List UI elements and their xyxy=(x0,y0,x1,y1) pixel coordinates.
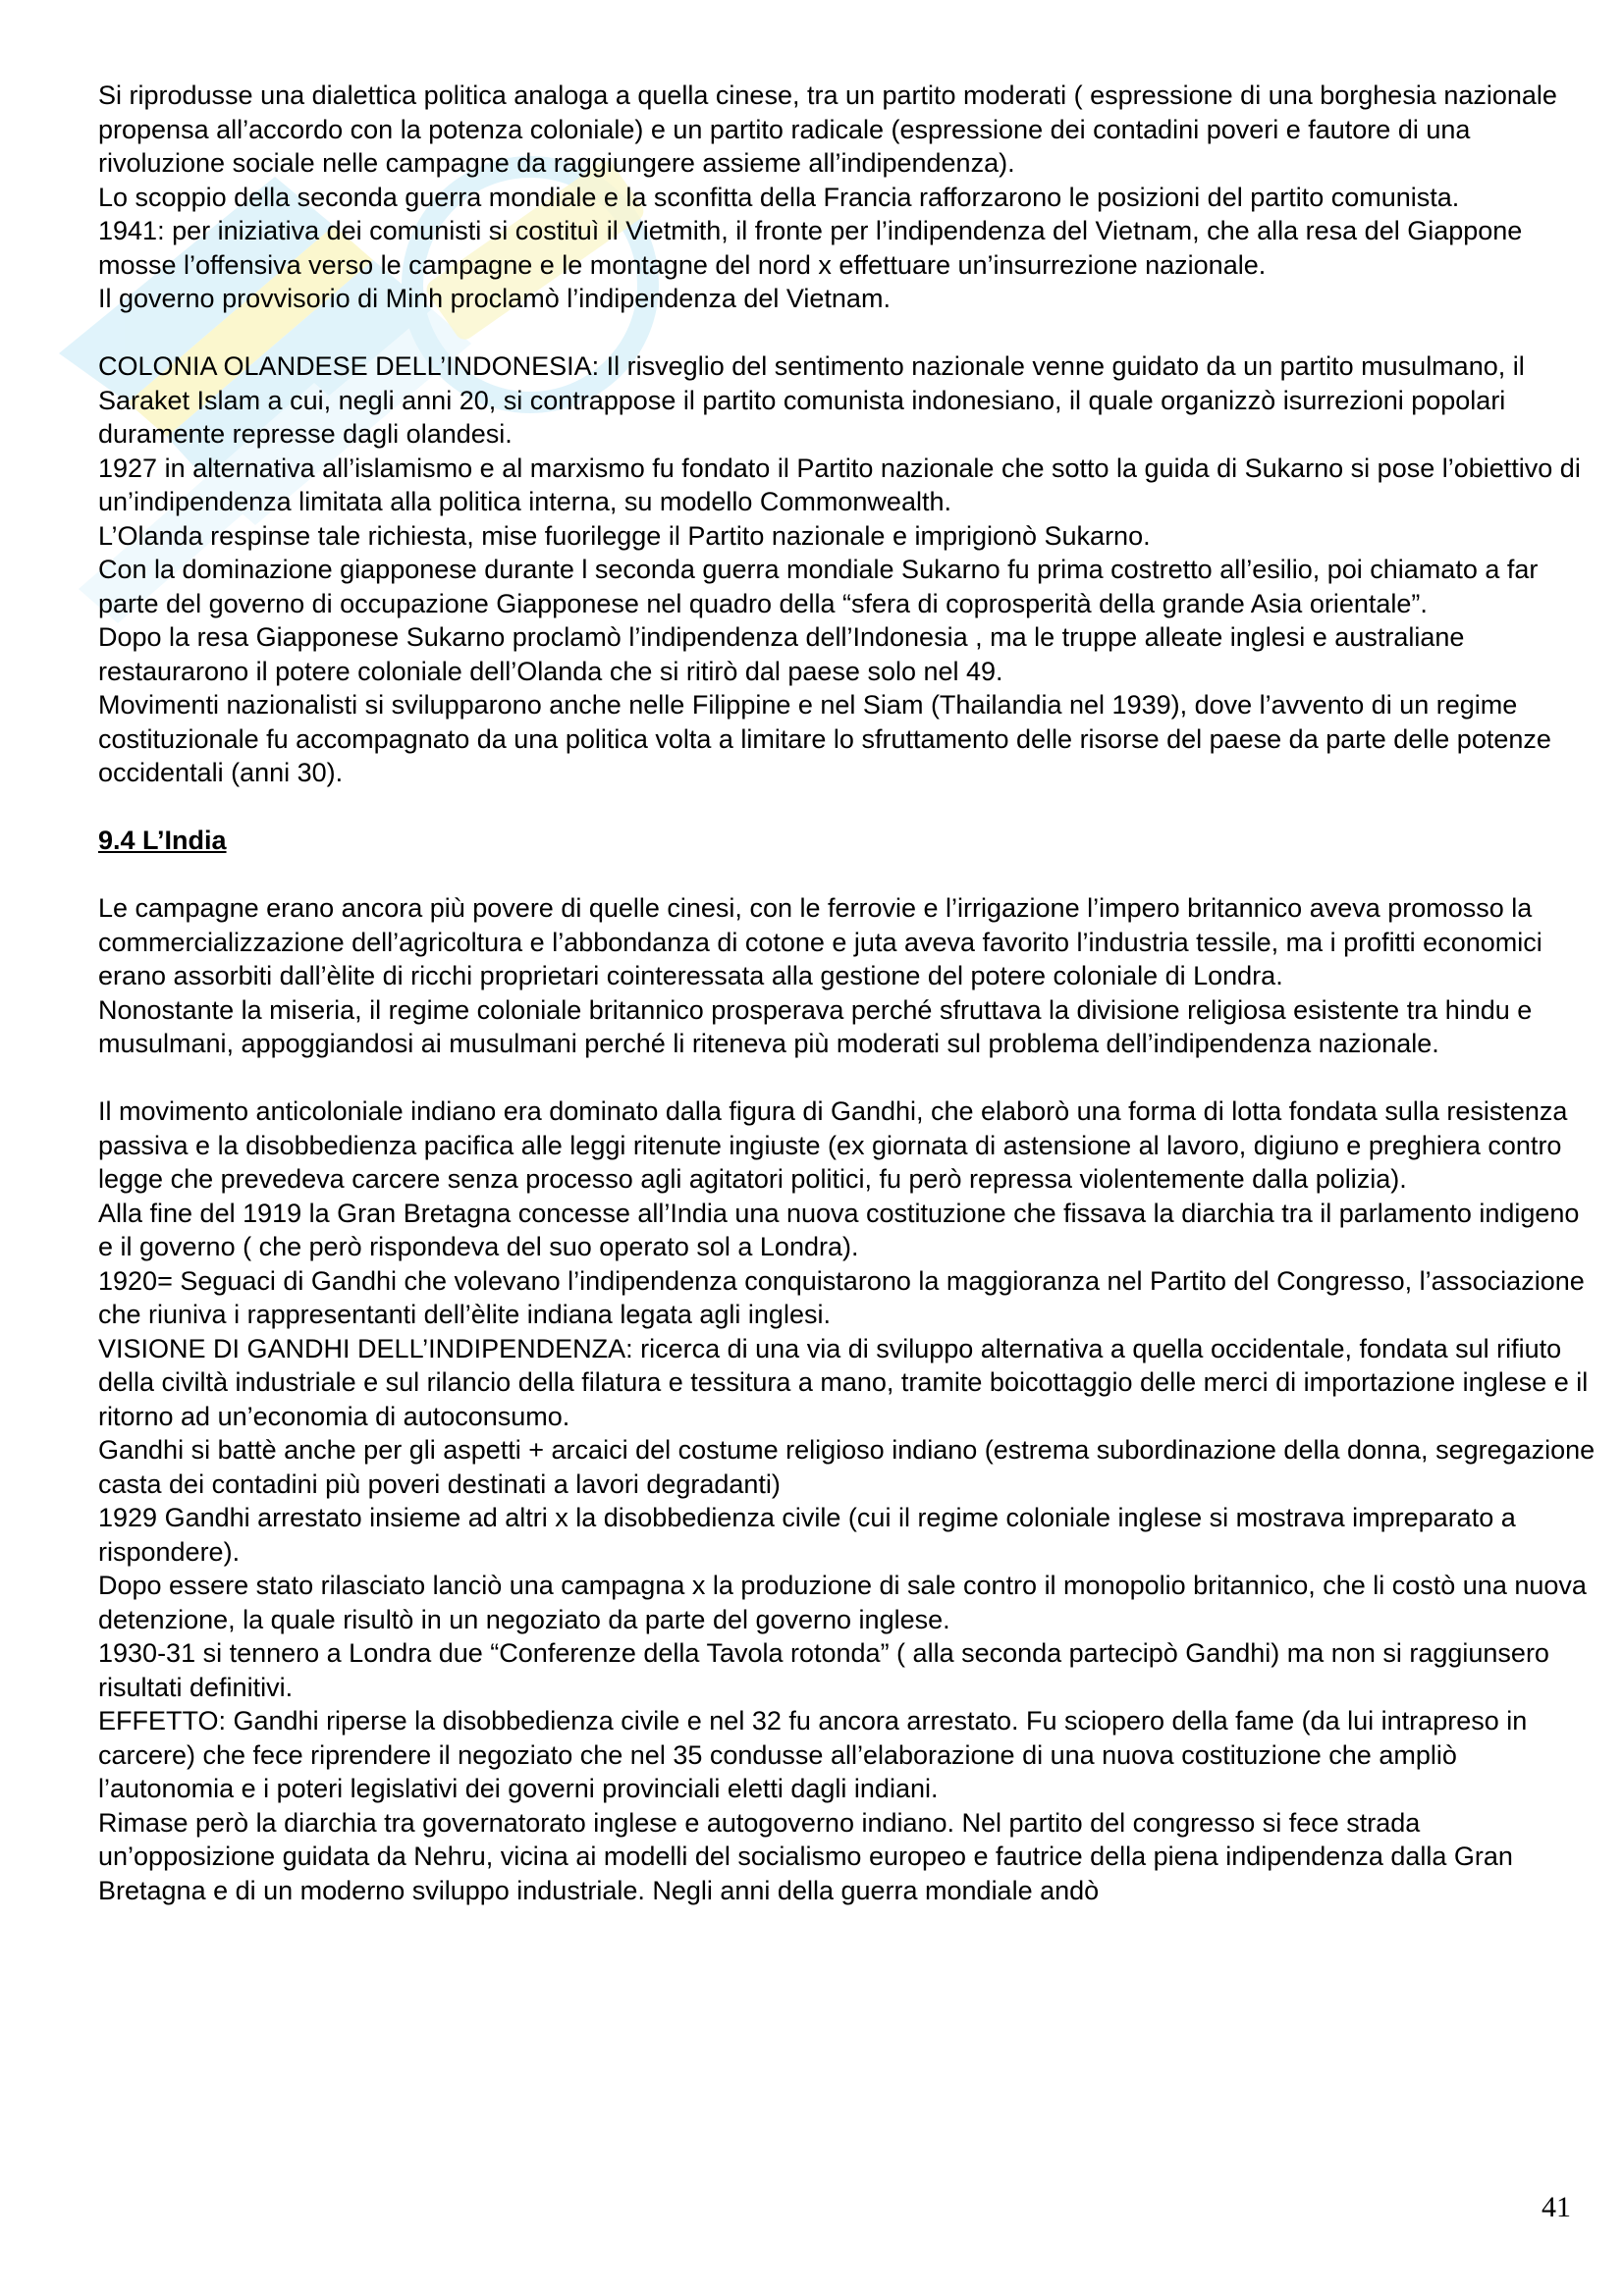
document-body xyxy=(98,79,1596,1907)
paragraph: Gandhi si battè anche per gli aspetti + arcaici del costume religioso indiano (estrema subordinazione della donna, segregazione casta dei contadini più poveri destinati a lavori degradanti) xyxy=(98,1435,1596,1499)
paragraph: Alla fine del 1919 la Gran Bretagna concesse all’India una nuova costituzione che fissava la diarchia tra il parlamento indigeno e il governo ( che però rispondeva del suo operato sol a Londra). xyxy=(98,1198,1580,1261)
paragraph: Il movimento anticoloniale indiano era dominato dalla figura di Gandhi, che elaborò una forma di lotta fondata sulla resistenza passiva e la disobbedienza pacifica alle leggi ritenute ingiuste (ex giornata di astensione al lavoro, digiuno e preghiera contro legge che prevedeva carcere senza processo agli agitatori politici, fu però repressa violentemente dalla polizia). xyxy=(98,1096,1568,1194)
paragraph: Lo scoppio della seconda guerra mondiale e la sconfitta della Francia rafforzarono le posizioni del partito comunista. xyxy=(98,182,1460,212)
paragraph: 1941: per iniziativa dei comunisti si costituì il Vietmith, il fronte per l’indipendenza del Vietnam, che alla resa del Giappone mosse l’offensiva verso le campagne e le montagne del nord x effettuare un’insurrezione nazionale. xyxy=(98,216,1523,280)
paragraph: Si riprodusse una dialettica politica analoga a quella cinese, tra un partito moderati ( espressione di una borghesia nazionale propensa all’accordo con la potenza coloniale) e un partito radicale (espressione dei contadini poveri e fautore di una rivoluzione sociale nelle campagne da raggiungere assieme all’indipendenza). xyxy=(98,80,1557,178)
gandhi-section xyxy=(98,1095,1596,1907)
paragraph: 1927 in alternativa all’islamismo e al marxismo fu fondato il Partito nazionale che sotto la guida di Sukarno si pose l’obiettivo di un’indipendenza limitata alla politica interna, su modello Commonwealth. xyxy=(98,453,1581,516)
paragraph: Il governo provvisorio di Minh proclamò l’indipendenza del Vietnam. xyxy=(98,284,891,313)
paragraph: COLONIA OLANDESE DELL’INDONESIA: Il risveglio del sentimento nazionale venne guidato da un partito musulmano, il Saraket Islam a cui, negli anni 20, si contrappose il partito comunista indonesiano, il quale organizzò isurrezioni popolari duramente represse dagli olandesi. xyxy=(98,351,1525,449)
paragraph: EFFETTO: Gandhi riperse la disobbedienza civile e nel 32 fu ancora arrestato. Fu sciopero della fame (da lui intrapreso in carcere) che fece riprendere il negoziato che nel 35 condusse all’elaborazione di una nuova costituzione che ampliò l’autonomia e i poteri legislativi dei governi provinciali eletti dagli indiani. xyxy=(98,1706,1528,1803)
paragraph: 1930-31 si tennero a Londra due “Conferenze della Tavola rotonda” ( alla seconda partecipò Gandhi) ma non si raggiunsero risultati definitivi. xyxy=(98,1638,1549,1702)
paragraph: 1929 Gandhi arrestato insieme ad altri x la disobbedienza civile (cui il regime coloniale inglese si mostrava impreparato a rispondere). xyxy=(98,1503,1516,1567)
paragraph: L’Olanda respinse tale richiesta, mise fuorilegge il Partito nazionale e imprigionò Sukarno. xyxy=(98,520,1151,551)
india-intro-section xyxy=(98,891,1596,1061)
paragraph: Con la dominazione giapponese durante l seconda guerra mondiale Sukarno fu prima costretto all’esilio, poi chiamato a far parte del governo di occupazione Giapponese nel quadro della “sfera di coprosperità della grande Asia orientale”. xyxy=(98,555,1539,618)
paragraph: Dopo essere stato rilasciato lanciò una campagna x la produzione di sale contro il monopolio britannico, che li costò una nuova detenzione, la quale risultò in un negoziato da parte del governo inglese. xyxy=(98,1571,1587,1634)
paragraph: Dopo la resa Giapponese Sukarno proclamò l’indipendenza dell’Indonesia , ma le truppe alleate inglesi e australiane restaurarono il potere coloniale dell’Olanda che si ritirò dal paese solo nel 49. xyxy=(98,622,1465,686)
vietnam-section xyxy=(98,79,1596,316)
section-heading-india: 9.4 L’India xyxy=(98,826,227,855)
paragraph: VISIONE DI GANDHI DELL’INDIPENDENZA: ricerca di una via di sviluppo alternativa a quella occidentale, fondata sul rifiuto della civiltà industriale e sul rilancio della filatura e tessitura a mano, tramite boicottaggio delle merci di importazione inglese e il ritorno ad un’economia di autoconsumo. xyxy=(98,1333,1589,1431)
paragraph: 1920= Seguaci di Gandhi che volevano l’indipendenza conquistarono la maggioranza nel Partito del Congresso, l’associazione che riuniva i rappresentanti dell’èlite indiana legata agli inglesi. xyxy=(98,1265,1585,1329)
paragraph: Movimenti nazionalisti si svilupparono anche nelle Filippine e nel Siam (Thailandia nel 1939), dove l’avvento di un regime costituzionale fu accompagnato da una politica volta a limitare lo sfruttamento delle risorse del paese da parte delle potenze occidentali (anni 30). xyxy=(98,690,1551,787)
paragraph: Nonostante la miseria, il regime coloniale britannico prosperava perché sfruttava la divisione religiosa esistente tra hindu e musulmani, appoggiandosi ai musulmani perché li riteneva più moderati sul problema dell’indipendenza nazionale. xyxy=(98,994,1533,1058)
page-number: 41 xyxy=(1542,2191,1571,2223)
paragraph: Le campagne erano ancora più povere di quelle cinesi, con le ferrovie e l’irrigazione l’impero britannico aveva promosso la commercializzazione dell’agricoltura e l’abbondanza di cotone e juta aveva favorito l’industria tessile, ma i profitti economici erano assorbiti dall’èlite di ricchi proprietari cointeressata alla gestione del potere coloniale di Londra. xyxy=(98,893,1542,990)
paragraph: Rimase però la diarchia tra governatorato inglese e autogoverno indiano. Nel partito del congresso si fece strada un’opposizione guidata da Nehru, vicina ai modelli del socialismo europeo e fautrice della piena indipendenza dalla Gran Bretagna e di un moderno sviluppo industriale. Negli anni della guerra mondiale andò xyxy=(98,1807,1513,1905)
indonesia-section xyxy=(98,349,1596,790)
